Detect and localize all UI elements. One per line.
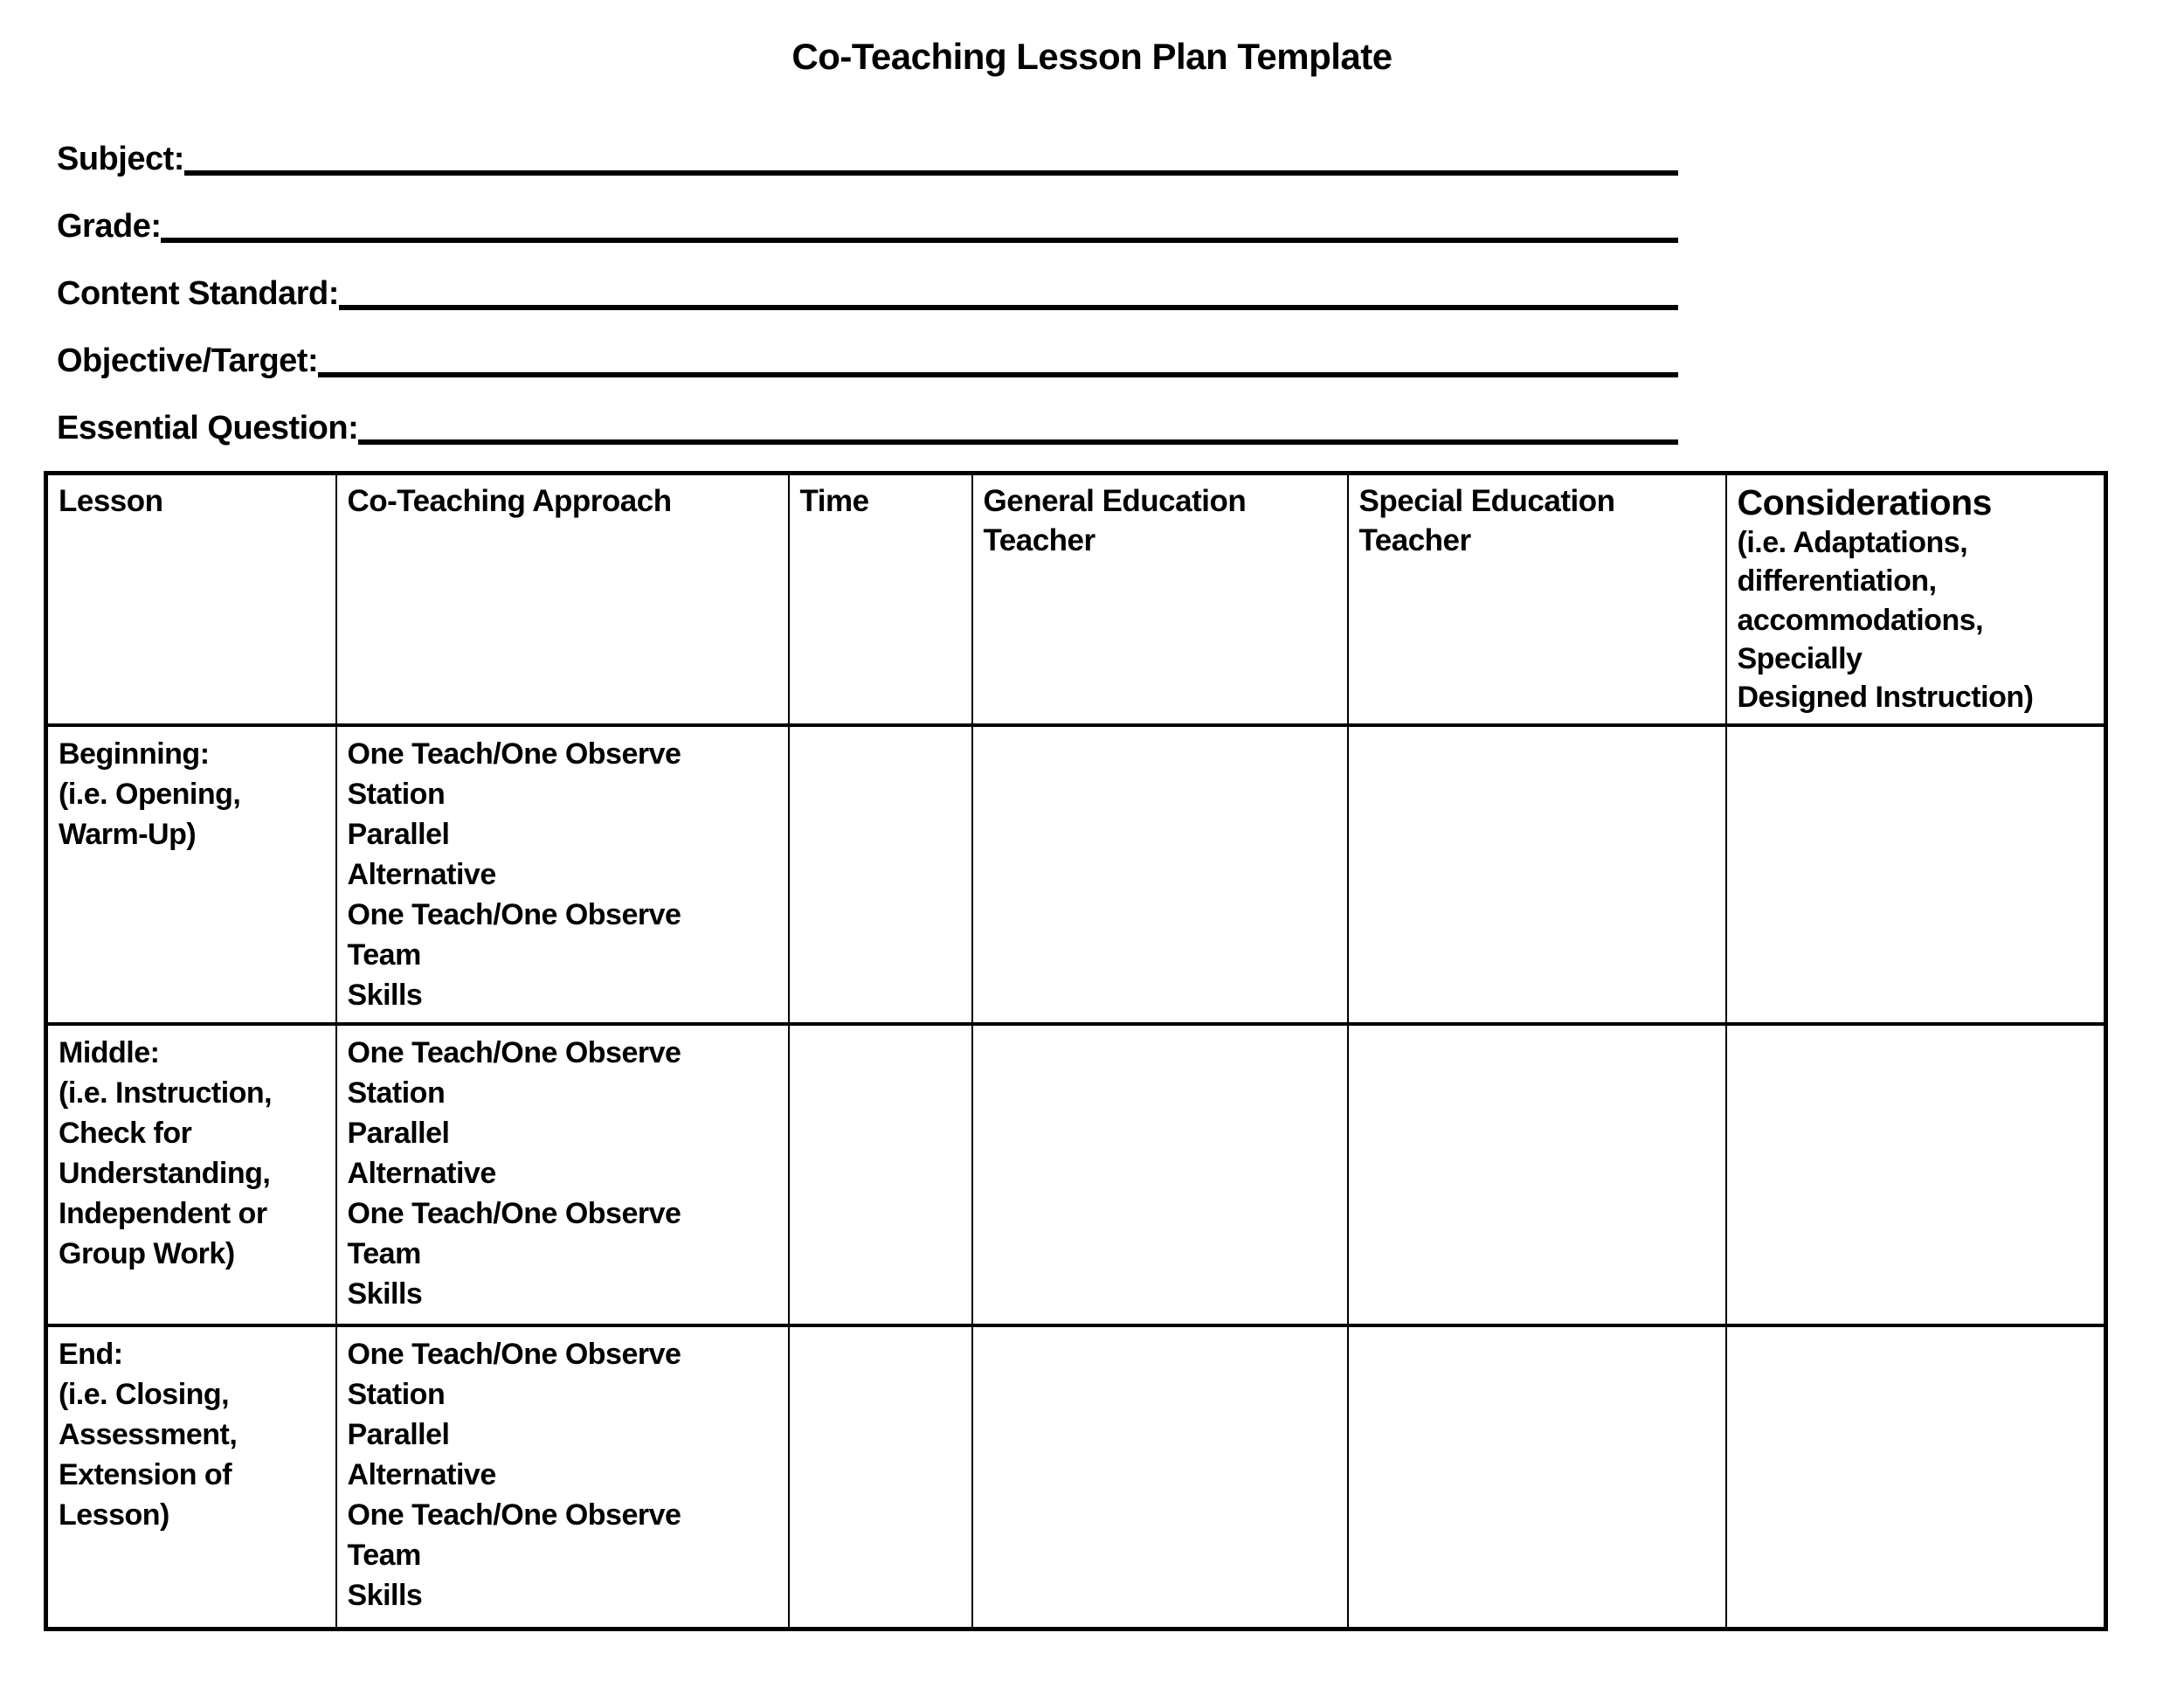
approach-option: One Teach/One Observe (347, 1338, 681, 1372)
approach-option: Parallel (347, 1418, 450, 1452)
beginning-general-education-teacher-cell[interactable] (972, 725, 1348, 1024)
column-header-considerations (1726, 474, 2106, 726)
end-approach-cell (336, 1325, 789, 1629)
page-title: Co-Teaching Lesson Plan Template (791, 36, 1393, 77)
beginning-time-cell[interactable] (789, 725, 972, 1024)
middle-special-education-teacher-cell[interactable] (1348, 1024, 1726, 1325)
approach-option: Skills (347, 979, 423, 1013)
column-header-co-teaching-approach: Co-Teaching Approach (336, 474, 789, 726)
approach-option: Team (347, 1539, 421, 1573)
content-standard-label: Content Standard: (57, 275, 339, 313)
subject-label: Subject: (57, 141, 184, 178)
content-standard-blank-line[interactable] (339, 305, 1678, 310)
middle-general-education-teacher-cell[interactable] (972, 1024, 1348, 1325)
lesson-plan-table (44, 471, 2108, 1631)
middle-time-cell[interactable] (789, 1024, 972, 1325)
field-row-content-standard (57, 245, 1678, 312)
column-header-time: Time (789, 474, 972, 726)
approach-option: Station (347, 1076, 446, 1110)
lesson-phase-sub: Independent or (59, 1197, 267, 1231)
end-time-cell[interactable] (789, 1325, 972, 1629)
lesson-phase-label: End: (59, 1338, 123, 1372)
middle-approach-cell (336, 1024, 789, 1325)
approach-option: Skills (347, 1579, 423, 1613)
lesson-phase-sub: Understanding, (59, 1157, 271, 1191)
beginning-considerations-cell[interactable] (1726, 725, 2106, 1024)
lesson-phase-label: Middle: (59, 1036, 160, 1070)
field-row-objective-target (57, 312, 1678, 379)
middle-considerations-cell[interactable] (1726, 1024, 2106, 1325)
lesson-phase-sub: Extension of (59, 1458, 232, 1492)
approach-option: Parallel (347, 1117, 450, 1151)
middle-lesson-cell (46, 1024, 336, 1325)
approach-option: Parallel (347, 818, 450, 852)
end-considerations-cell[interactable] (1726, 1325, 2106, 1629)
approach-option: Skills (347, 1277, 423, 1311)
beginning-lesson-cell (46, 725, 336, 1024)
beginning-special-education-teacher-cell[interactable] (1348, 725, 1726, 1024)
end-general-education-teacher-cell[interactable] (972, 1325, 1348, 1629)
subject-blank-line[interactable] (184, 170, 1678, 176)
lesson-phase-sub: Assessment, (59, 1418, 238, 1452)
field-row-essential-question (57, 379, 1678, 446)
end-lesson-cell (46, 1325, 336, 1629)
considerations-subtext-line: (i.e. Adaptations, (1737, 526, 1968, 560)
considerations-subtext-line: Designed Instruction) (1737, 680, 2034, 714)
approach-option: One Teach/One Observe (347, 898, 681, 932)
approach-option: Alternative (347, 1157, 496, 1191)
approach-option: Team (347, 1237, 421, 1271)
considerations-title: Considerations (1737, 482, 1992, 522)
essential-question-label: Essential Question: (57, 410, 359, 447)
lesson-phase-sub: (i.e. Opening, (59, 778, 241, 812)
table-row-beginning (46, 725, 2106, 1024)
grade-blank-line[interactable] (161, 238, 1678, 243)
considerations-subtext-line: accommodations, Specially (1737, 603, 1984, 675)
lesson-phase-sub: Lesson) (59, 1498, 169, 1532)
lesson-phase-sub: (i.e. Instruction, (59, 1076, 273, 1110)
field-row-subject (57, 110, 1678, 177)
lesson-phase-sub: Group Work) (59, 1237, 235, 1271)
objective-target-blank-line[interactable] (318, 372, 1678, 377)
approach-option: One Teach/One Observe (347, 1036, 681, 1070)
approach-option: Alternative (347, 1458, 496, 1492)
approach-option: One Teach/One Observe (347, 1197, 681, 1231)
header-fields (57, 110, 1678, 446)
column-header-lesson: Lesson (46, 474, 336, 726)
field-row-grade (57, 177, 1678, 245)
table-row-end (46, 1325, 2106, 1629)
lesson-phase-sub: Warm-Up) (59, 818, 197, 852)
table-row-middle (46, 1024, 2106, 1325)
considerations-subtext-line: differentiation, (1737, 564, 1937, 598)
lesson-phase-label: Beginning: (59, 737, 210, 771)
column-header-general-education-teacher: General Education Teacher (972, 474, 1348, 726)
lesson-phase-sub: (i.e. Closing, (59, 1378, 230, 1412)
approach-option: One Teach/One Observe (347, 737, 681, 771)
approach-option: One Teach/One Observe (347, 1498, 681, 1532)
column-header-special-education-teacher: Special Education Teacher (1348, 474, 1726, 726)
approach-option: Station (347, 778, 446, 812)
end-special-education-teacher-cell[interactable] (1348, 1325, 1726, 1629)
table-header-row (46, 474, 2106, 726)
approach-option: Team (347, 938, 421, 972)
approach-option: Alternative (347, 858, 496, 892)
beginning-approach-cell (336, 725, 789, 1024)
approach-option: Station (347, 1378, 446, 1412)
essential-question-blank-line[interactable] (358, 439, 1678, 445)
grade-label: Grade: (57, 208, 162, 246)
objective-target-label: Objective/Target: (57, 342, 319, 380)
lesson-phase-sub: Check for (59, 1117, 192, 1151)
